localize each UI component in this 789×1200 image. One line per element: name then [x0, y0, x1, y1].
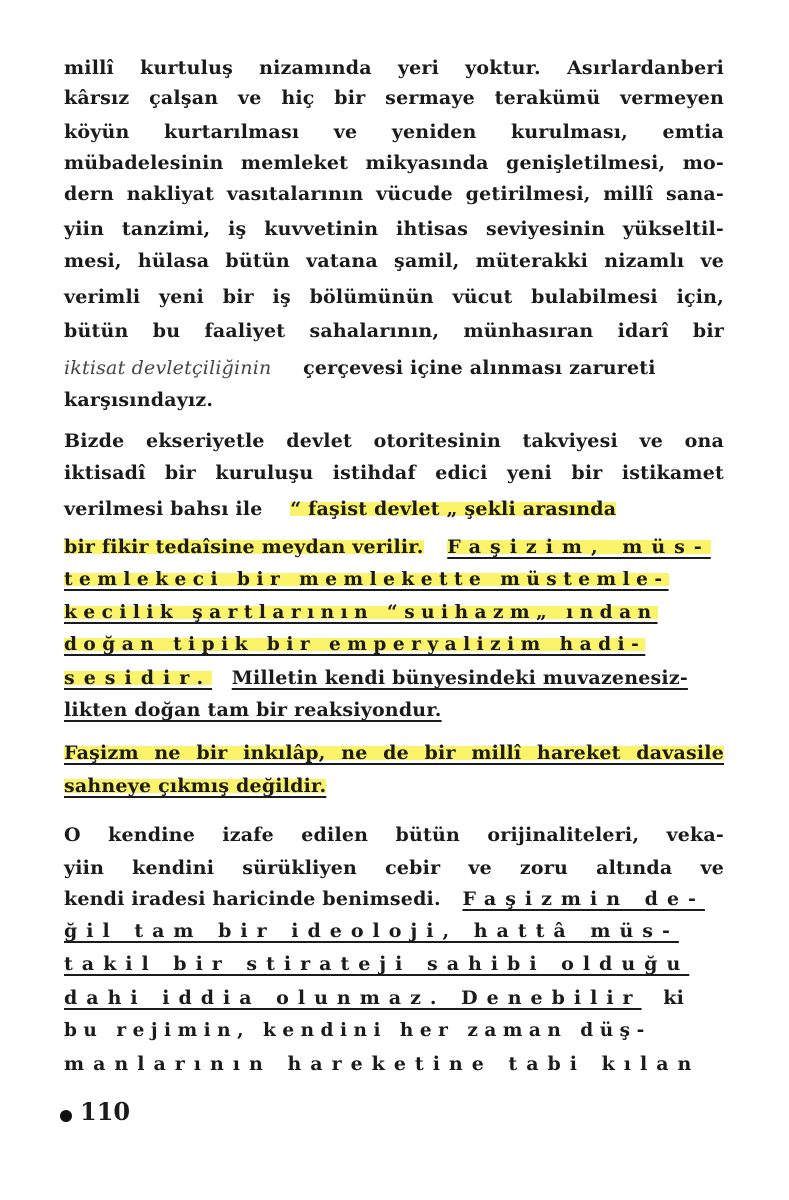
text-line [64, 949, 724, 979]
text-line [64, 884, 724, 914]
spaced-phrase: manlarının hareketine tabi kılan [64, 1053, 701, 1075]
highlighted-spaced-phrase: sesidir. [64, 667, 213, 689]
highlighted-phrase: “ faşist devlet „ şekli arasında [290, 498, 617, 520]
text-segment: verilmesi bahsı ile [64, 498, 263, 520]
text-line: mesi, hülasa bütün vatana şamil, müterakki nizamlı ve [64, 250, 724, 272]
underlined-phrase: likten doğan tam bir reaksiyondur. [64, 699, 442, 721]
underlined-spaced-phrase: Faşizmin de- [462, 888, 705, 910]
text-line [64, 565, 724, 595]
text-line [64, 1016, 724, 1046]
text-line [64, 663, 724, 693]
text-line [64, 983, 724, 1013]
text-line: karşısındayız. [64, 389, 214, 411]
text-line: mübadelesinin memleket mikyasında genişletilmesi, mo- [64, 152, 724, 174]
text-line [64, 1049, 724, 1079]
text-line [64, 353, 724, 383]
italic-phrase: iktisat devletçiliğinin [64, 357, 272, 379]
text-line: iktisadî bir kuruluşu istihdaf edici yeni bir istikamet [64, 462, 724, 484]
text-line [64, 738, 724, 768]
text-line: Bizde ekseriyetle devlet otoritesinin takviyesi ve ona [64, 430, 724, 452]
underlined-spaced-phrase: takil bir stirateji sahibi olduğu [64, 953, 690, 975]
underlined-phrase: Milletin kendi bünyesindeki muvazenesiz- [231, 667, 688, 689]
text-line: köyün kurtarılması ve yeniden kurulması, emtia [64, 121, 724, 143]
text-line: yiin kendini sürükliyen cebir ve zoru altında ve [64, 857, 724, 879]
text-line [64, 771, 724, 801]
highlighted-phrase: Faşizm ne bir inkılâp, ne de bir millî hareket davasile [64, 742, 724, 764]
text-line-rest: çerçevesi içine alınması zarureti [303, 357, 656, 379]
text-line: kârsız çalşan ve hiç bir sermaye terakümü vermeyen [64, 87, 724, 109]
bullet-icon [60, 1110, 72, 1122]
highlighted-phrase: bir fikir tedaîsine meydan verilir. [64, 536, 424, 558]
text-line: dern nakliyat vasıtalarının vücude getirilmesi, millî sana- [64, 183, 724, 205]
text-line [64, 532, 724, 562]
text-segment: kendi iradesi haricinde benimsedi. [64, 888, 441, 910]
text-segment: ki [663, 987, 684, 1009]
text-line [64, 695, 724, 725]
underlined-spaced-phrase: dahi iddia olunmaz. Denebilir [64, 987, 642, 1009]
highlighted-spaced-phrase: doğan tipik bir emperyalizim hadi- [64, 634, 646, 655]
text-line: O kendine izafe edilen bütün orijinaliteleri, veka- [64, 824, 724, 846]
text-line [64, 598, 724, 628]
text-line: verimli yeni bir iş bölümünün vücut bulabilmesi için, [64, 286, 724, 308]
text-line [64, 494, 724, 524]
highlighted-spaced-phrase: kecilik şartlarının “suihazm„ ından [64, 602, 658, 623]
text-line: bütün bu faaliyet sahalarının, münhasıran idarî bir [64, 320, 724, 342]
highlighted-spaced-phrase: temlekeci bir memlekette müstemle- [64, 569, 669, 590]
highlighted-phrase: sahneye çıkmış değildir. [64, 775, 327, 797]
page-number: 110 [80, 1097, 131, 1126]
text-line: yiin tanzimi, iş kuvvetinin ihtisas seviyesinin yükseltil- [64, 218, 724, 240]
text-line [64, 630, 724, 660]
text-line: millî kurtuluş nizamında yeri yoktur. Asırlardanberi [64, 57, 724, 79]
underlined-spaced-phrase: ğil tam bir ideoloji, hattâ müs- [64, 920, 679, 942]
spaced-phrase: bu rejimin, kendini her zaman düş- [64, 1020, 651, 1041]
highlighted-spaced-phrase: Faşizim, müs- [447, 536, 711, 558]
text-line [64, 916, 724, 946]
